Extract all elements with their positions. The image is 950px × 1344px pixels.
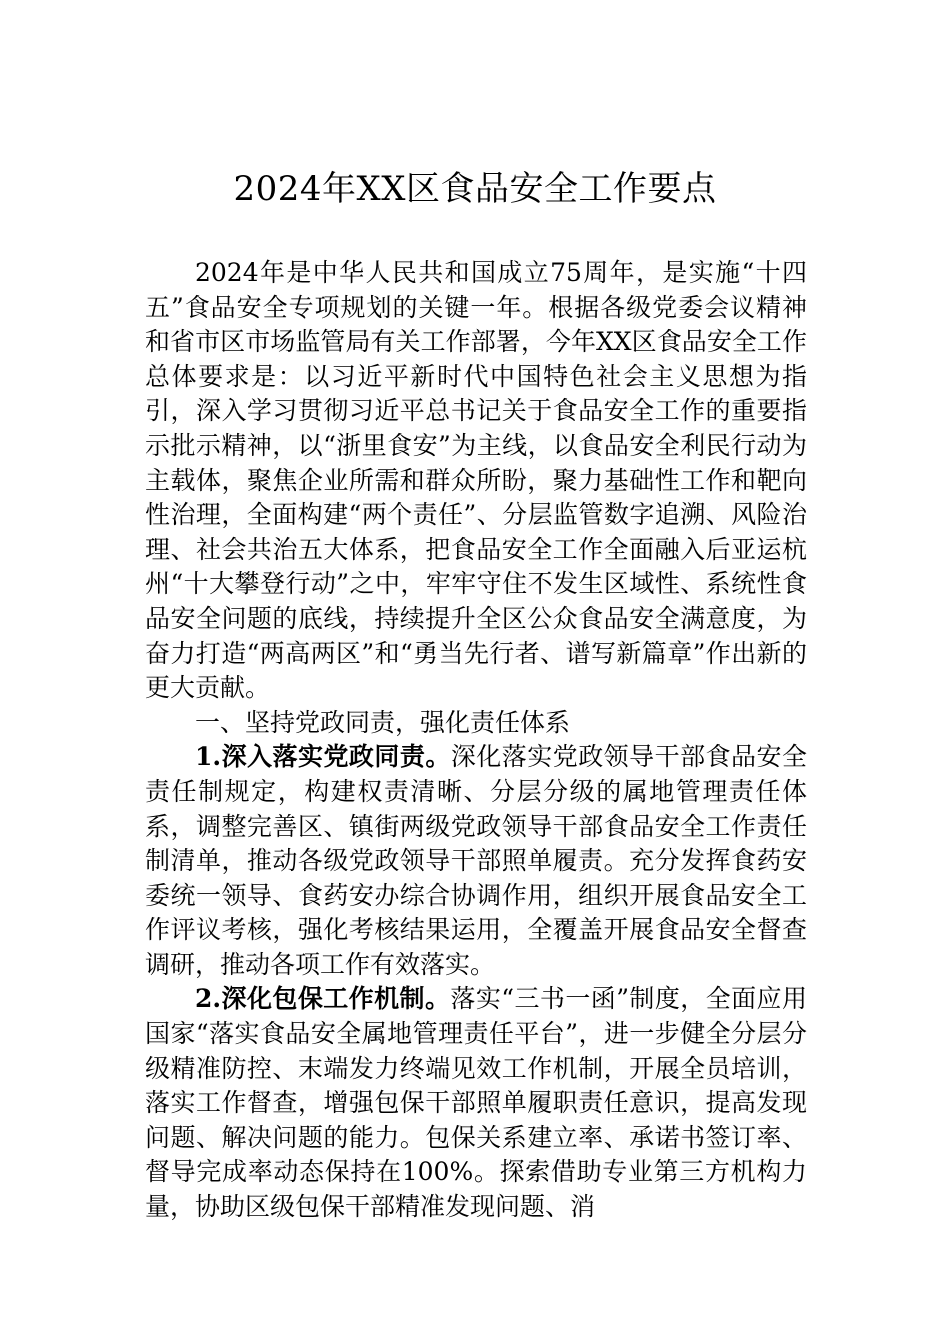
item-text: 落实“三书一函”制度，全面应用国家“落实食品安全属地管理责任平台”，进一步健全分层分级精准防控、末端发力终端见效工作机制，开展全员培训，落实工作督查，增强包保干部照单履职责任意识，提高发现问题、解决问题的能力。包保关系建立率、承诺书签订率、督导完成率动态保持在100%。探索借助专业第三方机构力量，协助区级包保干部精准发现问题、消 bbox=[145, 984, 807, 1222]
item-lead: 1.深入落实党政同责。 bbox=[195, 742, 451, 772]
item-text: 深化落实党政领导干部食品安全责任制规定，构建权责清晰、分层分级的属地管理责任体系，调整完善区、镇街两级党政领导干部食品安全工作责任制清单，推动各级党政领导干部照单履责。充分发挥食药安委统一领导、食药安办综合协调作用，组织开展食品安全工作评议考核，强化考核结果运用，全覆盖开展食品安全督查调研，推动各项工作有效落实。 bbox=[145, 742, 807, 979]
section-item bbox=[145, 982, 807, 1224]
section-heading: 一、坚持党政同责，强化责任体系 bbox=[195, 707, 571, 737]
section-item bbox=[145, 740, 807, 982]
item-lead: 2.深化包保工作机制。 bbox=[195, 984, 451, 1014]
document-title: 2024年XX区食品安全工作要点 bbox=[233, 169, 717, 209]
document-body bbox=[145, 256, 807, 1225]
intro-paragraph: 2024年是中华人民共和国成立75周年，是实施“十四五”食品安全专项规划的关键一年。根据各级党委会议精神和省市区市场监管局有关工作部署，今年XX区食品安全工作总体要求是：以习近平新时代中国特色社会主义思想为指引，深入学习贯彻习近平总书记关于食品安全工作的重要指示批示精神，以“浙里食安”为主线，以食品安全利民行动为主载体，聚焦企业所需和群众所盼，聚力基础性工作和靶向性治理，全面构建“两个责任”、分层监管数字追溯、风险治理、社会共治五大体系，把食品安全工作全面融入后亚运杭州“十大攀登行动”之中，牢牢守住不发生区域性、系统性食品安全问题的底线，持续提升全区公众食品安全满意度，为奋力打造“两高两区”和“勇当先行者、谱写新篇章”作出新的更大贡献。 bbox=[145, 258, 807, 703]
